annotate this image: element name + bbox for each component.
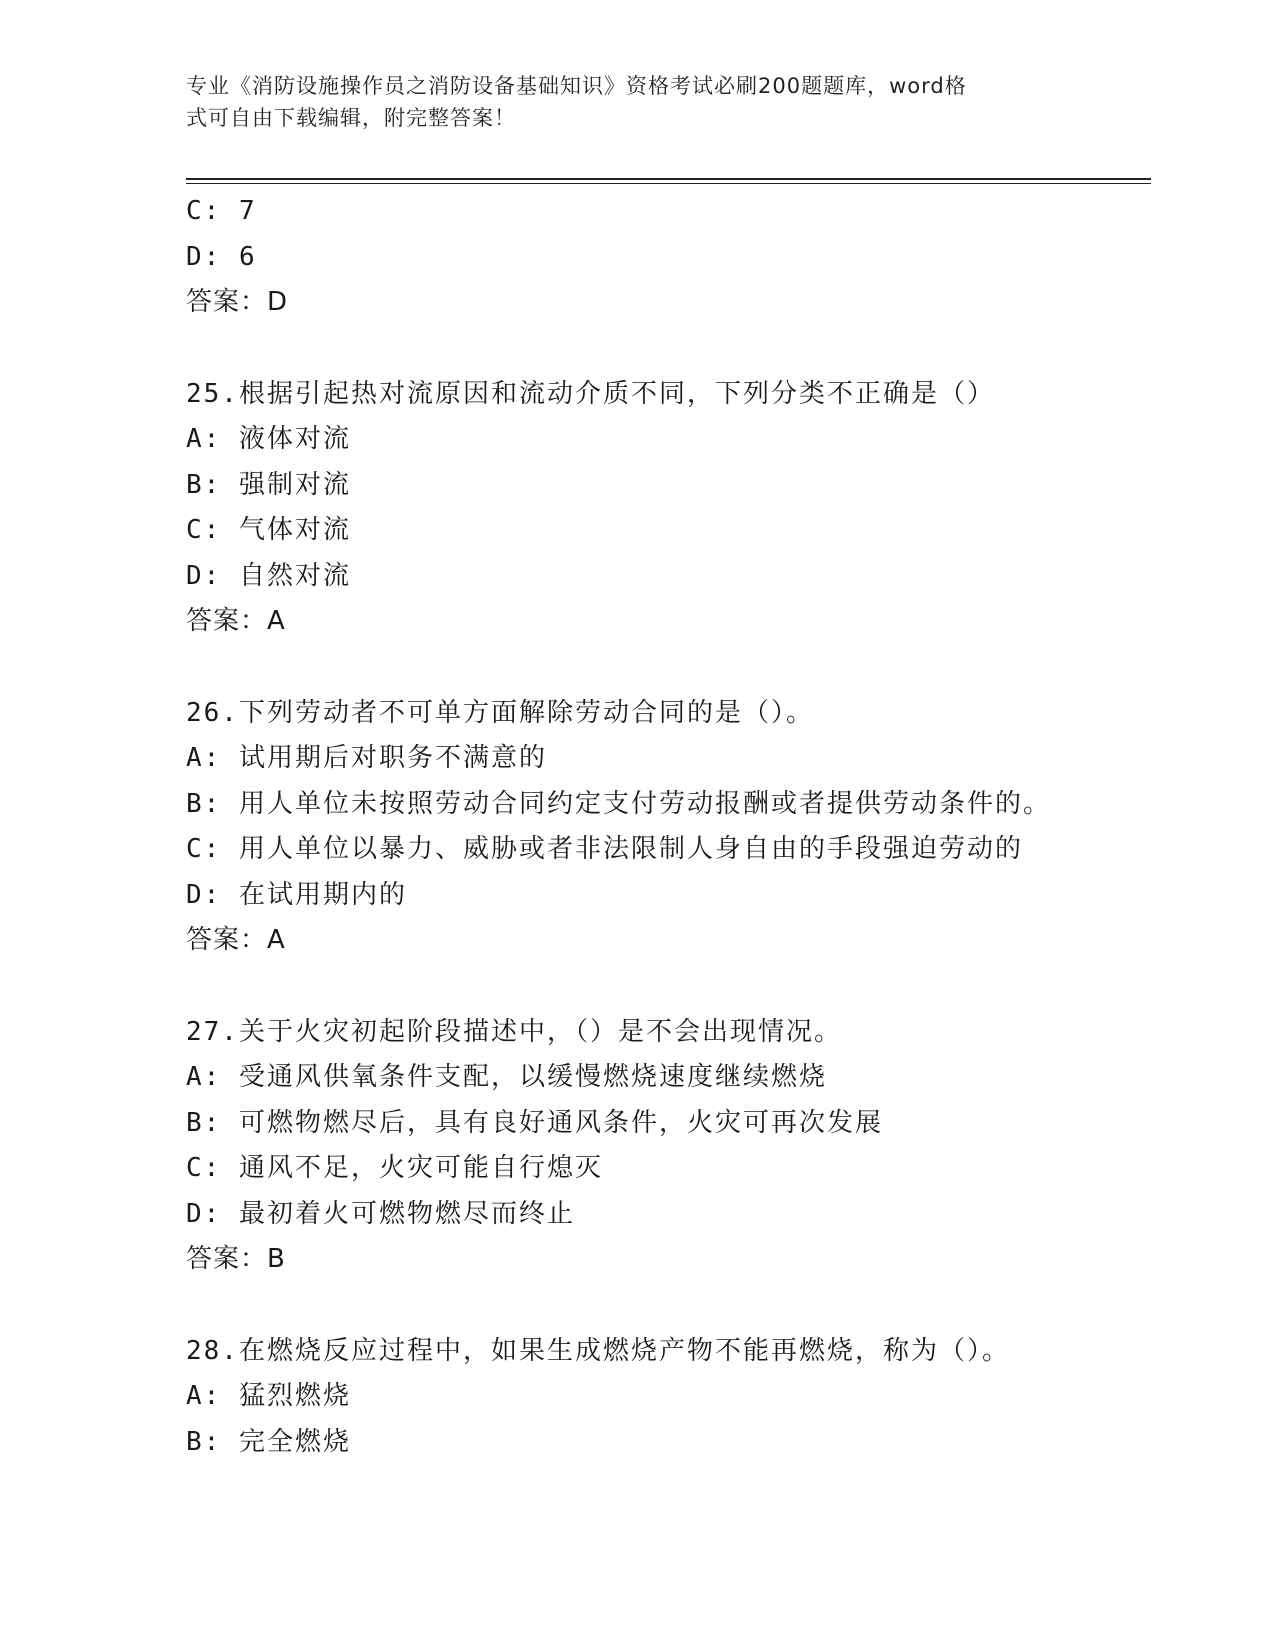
question-27 — [186, 1010, 1146, 1283]
spacer — [186, 964, 1146, 1010]
answer-line: 答案：A — [186, 925, 286, 955]
option-d: D: 6 — [186, 241, 257, 272]
option-a: A: 受通风供氧条件支配，以缓慢燃烧速度继续燃烧 — [186, 1062, 827, 1092]
header-rule-thin — [186, 183, 1151, 184]
option-c: C: 气体对流 — [186, 515, 351, 545]
spacer — [186, 326, 1146, 372]
header-line-1: 专业《消防设施操作员之消防设备基础知识》资格考试必刷200题题库，word格 — [186, 74, 967, 98]
header-line-2: 式可自由下载编辑，附完整答案！ — [186, 106, 516, 130]
document-header — [186, 70, 1086, 134]
option-a: A: 试用期后对职务不满意的 — [186, 743, 547, 773]
option-d: D: 最初着火可燃物燃尽而终止 — [186, 1198, 575, 1229]
question-stem: 27.关于火灾初起阶段描述中，（）是不会出现情况。 — [186, 1016, 842, 1047]
option-a: A: 液体对流 — [186, 424, 351, 454]
question-24-tail — [186, 189, 1146, 326]
option-b: B: 强制对流 — [186, 469, 351, 500]
option-b: B: 完全燃烧 — [186, 1426, 351, 1457]
option-d: D: 自然对流 — [186, 560, 351, 591]
answer-line: 答案：A — [186, 606, 286, 636]
answer-line: 答案：D — [186, 287, 289, 317]
option-d: D: 在试用期内的 — [186, 879, 407, 910]
option-c: C: 7 — [186, 196, 257, 226]
option-c: C: 用人单位以暴力、威胁或者非法限制人身自由的手段强迫劳动的 — [186, 834, 1023, 864]
question-stem: 28.在燃烧反应过程中，如果生成燃烧产物不能再燃烧，称为（）。 — [186, 1335, 1010, 1366]
question-25 — [186, 372, 1146, 645]
question-26 — [186, 691, 1146, 964]
question-28 — [186, 1329, 1146, 1466]
header-rule-thick — [186, 178, 1151, 180]
spacer — [186, 1283, 1146, 1329]
option-a: A: 猛烈燃烧 — [186, 1381, 351, 1411]
answer-line: 答案：B — [186, 1244, 286, 1274]
spacer — [186, 645, 1146, 691]
option-b: B: 用人单位未按照劳动合同约定支付劳动报酬或者提供劳动条件的。 — [186, 788, 1051, 819]
question-list — [186, 189, 1146, 1465]
option-b: B: 可燃物燃尽后，具有良好通风条件，火灾可再次发展 — [186, 1107, 883, 1138]
question-stem: 26.下列劳动者不可单方面解除劳动合同的是（）。 — [186, 697, 814, 728]
option-c: C: 通风不足，火灾可能自行熄灭 — [186, 1153, 603, 1183]
question-stem: 25.根据引起热对流原因和流动介质不同，下列分类不正确是（） — [186, 378, 995, 409]
